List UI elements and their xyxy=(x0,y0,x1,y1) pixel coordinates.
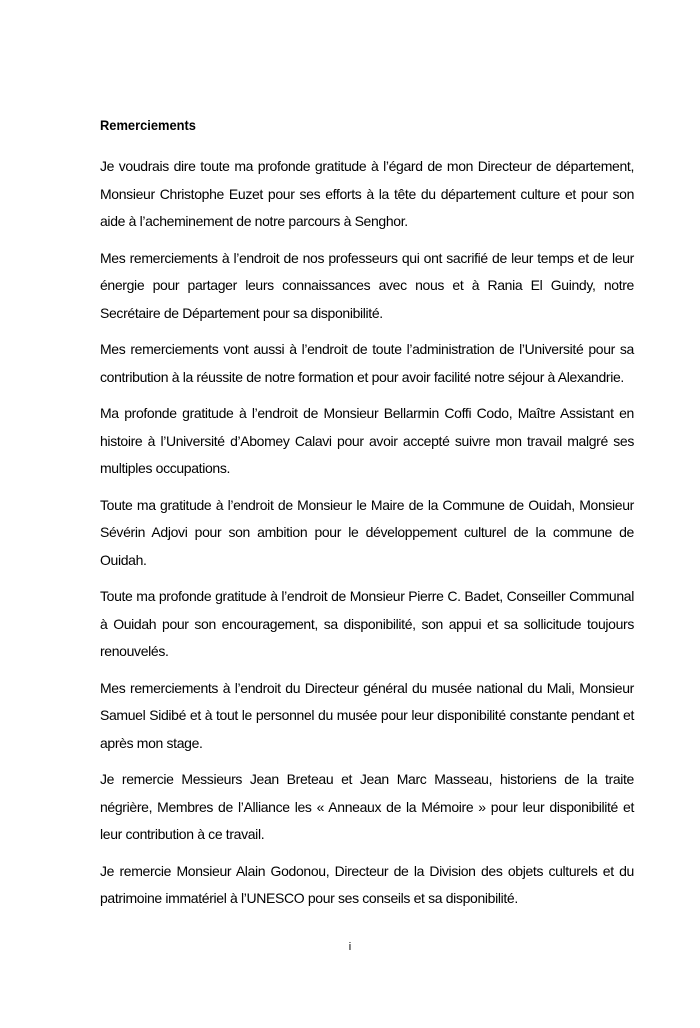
paragraph-supervisor: Ma profonde gratitude à l’endroit de Monsieur Bellarmin Coffi Codo, Maître Assistant en histoire à l’Université d’Abomey Calavi pour avoir accepté suivre mon travail malgré ses multiples occupations. xyxy=(100,405,634,476)
paragraph-museum-director: Mes remerciements à l’endroit du Directeur général du musée national du Mali, Monsieur Samuel Sidibé et à tout le personnel du musée pour leur disponibilité constante pendant et après mon stage. xyxy=(100,679,634,751)
paragraph-councillor: Toute ma profonde gratitude à l’endroit de Monsieur Pierre C. Badet, Conseiller Communal à Ouidah pour son encouragement, sa disponibilité, son appui et sa sollicitude toujours renouvelés. xyxy=(100,588,634,659)
paragraph-unesco: Je remercie Monsieur Alain Godonou, Directeur de la Division des objets culturels et du patrimoine immatériel à l’UNESCO pour ses conseils et sa disponibilité. xyxy=(100,862,634,906)
paragraph-mayor: Toute ma gratitude à l’endroit de Monsieur le Maire de la Commune de Ouidah, Monsieur Sévérin Adjovi pour son ambition pour le développement culturel de la commune de Ouidah. xyxy=(100,496,634,568)
page-number: i xyxy=(348,941,352,953)
paragraph-professors: Mes remerciements à l’endroit de nos professeurs qui ont sacrifié de leur temps et de leur énergie pour partager leurs connaissances avec nous et à Rania El Guindy, notre Secrétaire de Département pour sa disponibilité. xyxy=(100,249,634,321)
paragraph-historians: Je remercie Messieurs Jean Breteau et Jean Marc Masseau, historiens de la traite négrière, Membres de l’Alliance les « Anneaux de la Mémoire » pour leur disponibilité et leur contribution à ce travail. xyxy=(100,771,634,842)
paragraph-department-director: Je voudrais dire toute ma profonde gratitude à l’égard de mon Directeur de département, Monsieur Christophe Euzet pour ses efforts à la tête du département culture et pour son aide à l’acheminement de notre parcours à Senghor. xyxy=(100,158,634,229)
section-heading: Remerciements xyxy=(100,117,196,133)
acknowledgements-section xyxy=(100,115,634,922)
paragraph-university-administration: Mes remerciements vont aussi à l’endroit de toute l’administration de l’Université pour sa contribution à la réussite de notre formation et pour avoir facilité notre séjour à Alexandrie. xyxy=(100,341,634,385)
